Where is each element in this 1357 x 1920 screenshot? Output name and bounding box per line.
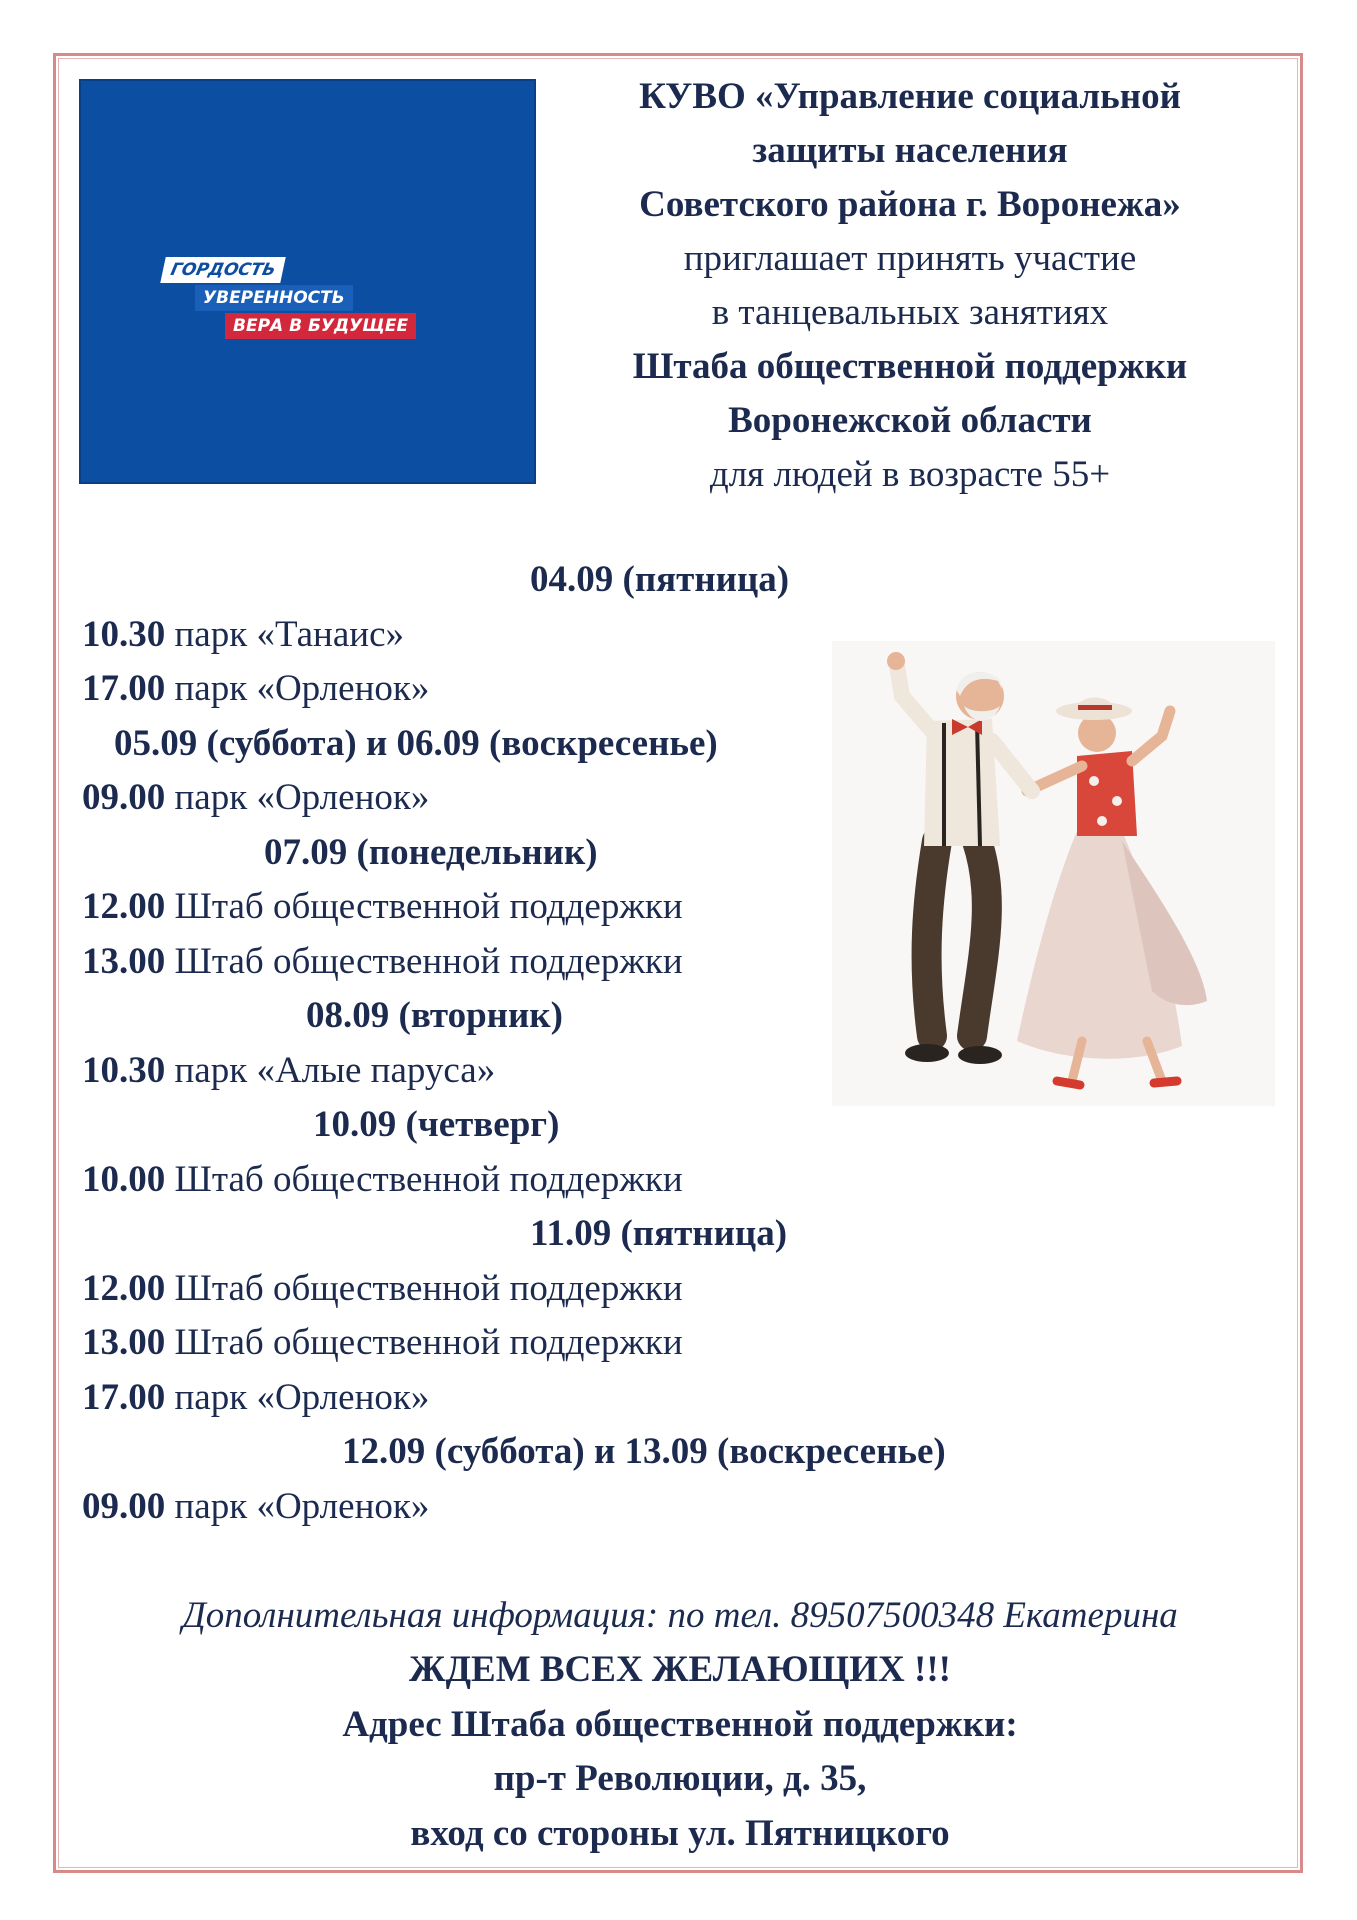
schedule-entry: [82, 608, 404, 662]
entry-place: парк «Алые паруса»: [165, 1050, 496, 1091]
address-title: Адрес Штаба общественной поддержки:: [342, 1704, 1018, 1745]
schedule-entry: [82, 662, 429, 716]
day-heading: 07.09 (понедельник): [264, 832, 598, 873]
schedule-entry: [82, 880, 683, 934]
entry-place: Штаб общественной поддержки: [165, 941, 683, 982]
entry-place: Штаб общественной поддержки: [165, 1322, 683, 1363]
entry-place: Штаб общественной поддержки: [165, 1159, 683, 1200]
org-name-line-1: КУВО «Управление социальной: [639, 76, 1181, 117]
day-heading: 08.09 (вторник): [306, 995, 563, 1036]
header-block: [560, 70, 1260, 502]
schedule-entry: [82, 1316, 683, 1370]
entry-place: Штаб общественной поддержки: [165, 886, 683, 927]
entry-time: 10.30: [82, 614, 166, 655]
entry-time: 09.00: [82, 1486, 166, 1527]
entry-place: парк «Орленок»: [165, 668, 430, 709]
logo-line-3: ВЕРА В БУДУЩЕЕ: [225, 313, 416, 339]
host-line-1: Штаба общественной поддержки: [632, 346, 1188, 387]
invite-line-2: в танцевальных занятиях: [711, 292, 1109, 333]
schedule-entry: [82, 771, 429, 825]
invite-line-1: приглашает принять участие: [683, 238, 1137, 279]
schedule-entry: [82, 1480, 429, 1534]
entry-place: парк «Орленок»: [165, 777, 430, 818]
day-heading: 04.09 (пятница): [530, 559, 790, 600]
logo-line-2: УВЕРЕННОСТЬ: [195, 285, 353, 311]
entry-time: 12.00: [82, 886, 166, 927]
entry-time: 10.30: [82, 1050, 166, 1091]
day-heading: 05.09 (суббота) и 06.09 (воскресенье): [114, 723, 718, 764]
day-heading: 10.09 (четверг): [313, 1104, 560, 1145]
entry-time: 17.00: [82, 1377, 166, 1418]
logo-line-1: ГОРДОСТЬ: [160, 257, 286, 283]
dancing-couple-icon: [832, 641, 1275, 1106]
entry-place: парк «Танаис»: [165, 614, 404, 655]
audience-line: для людей в возрасте 55+: [709, 454, 1111, 495]
schedule-entry: [82, 1262, 683, 1316]
address-line-2: вход со стороны ул. Пятницкого: [410, 1813, 950, 1854]
schedule-entry: [82, 1044, 495, 1098]
day-heading: 11.09 (пятница): [530, 1213, 788, 1254]
org-name-line-2: защиты населения: [752, 130, 1068, 171]
entry-place: парк «Орленок»: [165, 1486, 430, 1527]
entry-time: 13.00: [82, 941, 166, 982]
info-line: Дополнительная информация: по тел. 89507500348 Екатерина: [182, 1595, 1178, 1636]
schedule-entry: [82, 1153, 683, 1207]
entry-time: 10.00: [82, 1159, 166, 1200]
entry-time: 13.00: [82, 1322, 166, 1363]
dancing-couple-illustration: [832, 641, 1275, 1106]
entry-place: парк «Орленок»: [165, 1377, 430, 1418]
campaign-logo: [79, 79, 536, 484]
call-to-action: ЖДЕМ ВСЕХ ЖЕЛАЮЩИХ !!!: [408, 1649, 951, 1690]
schedule-entry: [82, 1371, 429, 1425]
host-line-2: Воронежской области: [728, 400, 1092, 441]
entry-place: Штаб общественной поддержки: [165, 1268, 683, 1309]
entry-time: 09.00: [82, 777, 166, 818]
entry-time: 17.00: [82, 668, 166, 709]
org-name-line-3: Советского района г. Воронежа»: [639, 184, 1181, 225]
address-line-1: пр-т Революции, д. 35,: [493, 1758, 867, 1799]
day-heading: 12.09 (суббота) и 13.09 (воскресенье): [342, 1431, 946, 1472]
schedule-entry: [82, 935, 683, 989]
entry-time: 12.00: [82, 1268, 166, 1309]
